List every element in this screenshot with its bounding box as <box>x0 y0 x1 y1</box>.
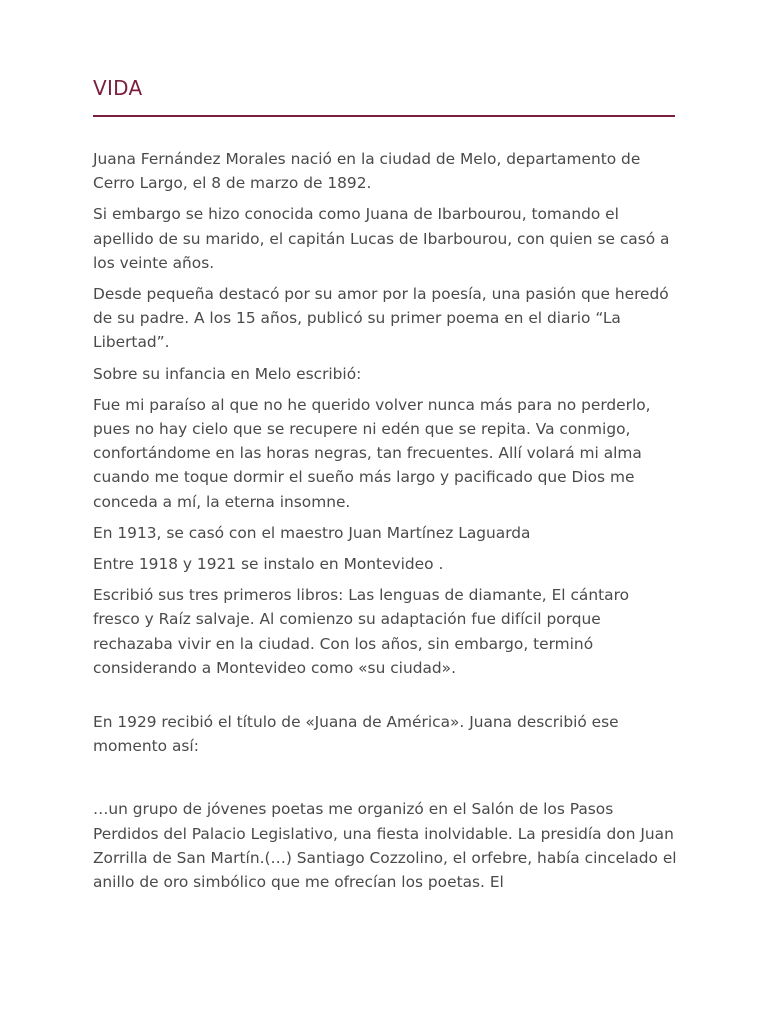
paragraph-montevideo: Entre 1918 y 1921 se instalo en Montevideo . <box>93 555 444 574</box>
heading-underline <box>93 115 675 117</box>
paragraph-childhood-intro: Sobre su infancia en Melo escribió: <box>93 364 362 383</box>
section-heading: VIDA <box>93 76 143 100</box>
paragraph-birth: Juana Fernández Morales nació en la ciudad de Melo, departamento de Cerro Largo, el 8 de marzo de 1892. <box>93 150 641 193</box>
paragraph-name: Si embargo se hizo conocida como Juana de Ibarbourou, tomando el apellido de su marido, el capitán Lucas de Ibarbourou, con quien se casó a los veinte años. <box>93 205 670 272</box>
paragraph-books: Escribió sus tres primeros libros: Las lenguas de diamante, El cántaro fresco y Raíz salvaje. Al comienzo su adaptación fue difícil porque rechazaba vivir en la ciudad. Con los años, sin embargo, terminó considerando a Montevideo como «su ciudad». <box>93 586 629 677</box>
paragraph-poetry: Desde pequeña destacó por su amor por la poesía, una pasión que heredó de su padre. A los 15 años, publicó su primer poema en el diario “La Libertad”. <box>93 285 669 352</box>
paragraph-childhood-quote: Fue mi paraíso al que no he querido volver nunca más para no perderlo, pues no hay cielo que se recupere ni edén que se repita. Va conmigo, confortándome en las horas negras, tan frecuentes. Allí volará mi alma cuando me toque dormir el sueño más largo y pacificado que Dios me conceda a mí, la eterna insomne. <box>93 395 651 511</box>
paragraph-ceremony-quote: …un grupo de jóvenes poetas me organizó en el Salón de los Pasos Perdidos del Palacio Legislativo, una fiesta inolvidable. La presidía don Juan Zorrilla de San Martín.(…) Santiago Cozzolino, el orfebre, había cincelado el anillo de oro simbólico que me ofrecían los poetas. El <box>93 800 677 892</box>
paragraph-title-america: En 1929 recibió el título de «Juana de América». Juana describió ese momento así: <box>93 713 619 756</box>
paragraph-marriage: En 1913, se casó con el maestro Juan Martínez Laguarda <box>93 523 531 542</box>
document-body <box>93 147 678 901</box>
